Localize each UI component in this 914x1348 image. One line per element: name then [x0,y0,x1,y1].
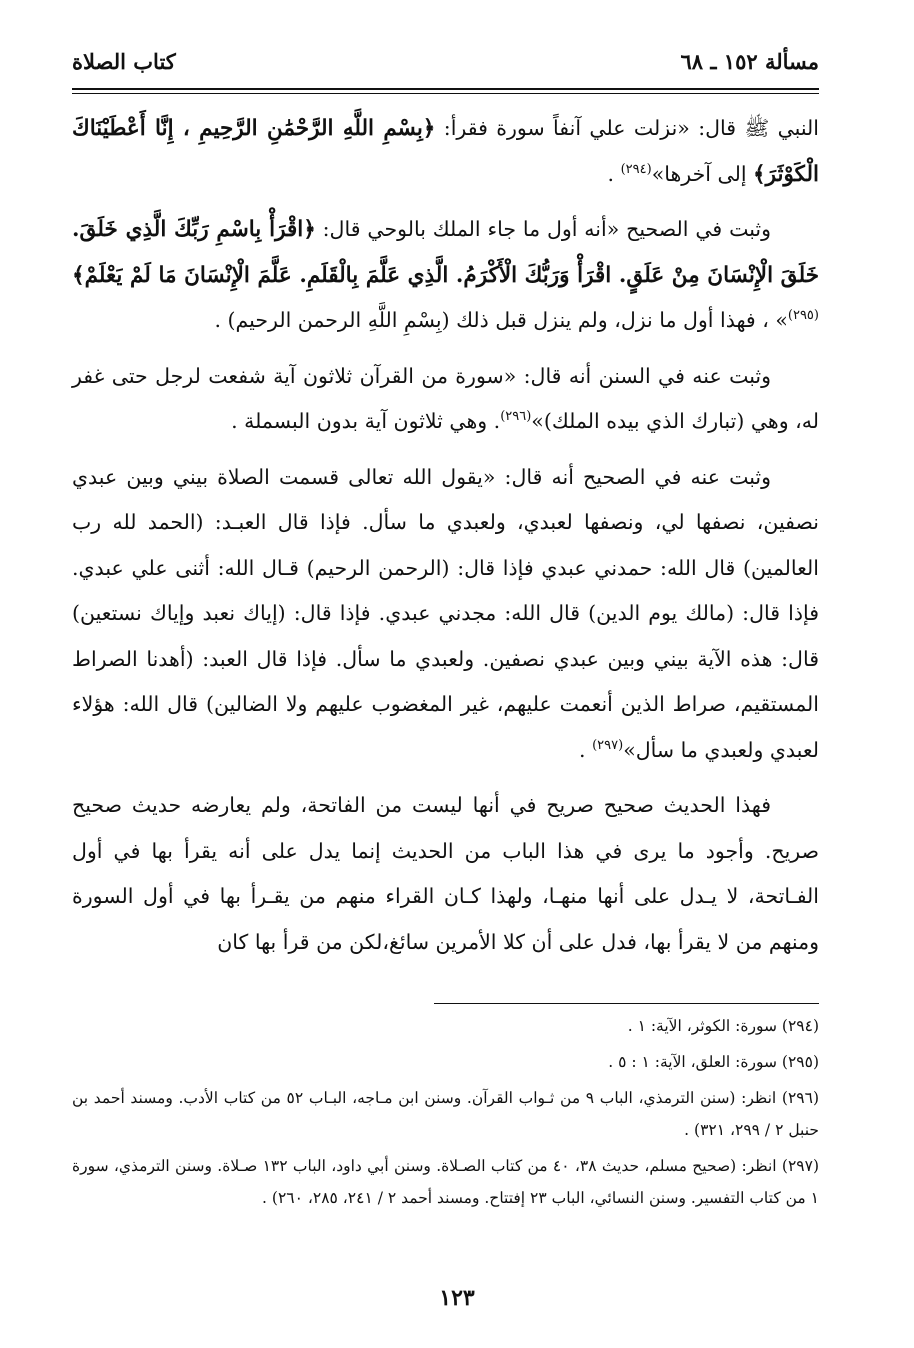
paragraph-text: . وهي ثلاثون آية بدون البسملة . [231,409,501,433]
header-chapter-title: كتاب الصلاة [72,49,176,74]
main-text-body [72,106,819,975]
footnote-ref[interactable]: (٢٩٦) [500,409,532,425]
page-number: ١٢٣ [439,1285,475,1311]
footnote-ref[interactable]: (٢٩٧) [592,737,624,753]
paragraph-text: » ، فهذا أول ما نزل، ولم ينزل قبل ذلك (بِسْمِ اللَّهِ الرحمن الرحيم) . [214,308,788,332]
paragraph-text: وثبت عنه في الصحيح أنه قال: «يقول الله تعالى قسمت الصلاة بيني وبين عبدي نصفين، نصفها لي، ونصفها لعبدي، ولعبدي ما سأل. فإذا قال العبـد: (الحمد لله رب العالمين) قال الله: حمدني عبدي فإذا قال: (الرحمن الرحيم) قـال الله: أثنى علي عبدي. فإذا قال: (مالك يوم الدين) قال الله: مجدني عبدي. فإذا قال: (إياك نعبد وإياك نستعين) قال: هذه الآية بيني وبين عبدي نصفين. ولعبدي ما سأل. فإذا قال العبد: (أهدنا الصراط المستقيم، صراط الذين أنعمت عليهم، غير المغضوب عليهم ولا الضالين) قال الله: هؤلاء لعبدي ولعبدي ما سأل» [72,464,819,762]
paragraph-text: النبي ﷺ قال: «نزلت علي آنفاً سورة فقرأ: [435,116,819,140]
paragraph-text: فهذا الحديث صحيح صريح في أنها ليست من الفاتحة، ولم يعارضه حديث صحيح صريح. وأجود ما يرى في هذا الباب من الحديث إنما يدل على أنه يقرأ بها في أول الفـاتحة، لا يـدل على أنها منهـا، ولهذا كـان القراء منهم من يقـرأ بها في أول السورة ومنهم من لا يقرأ بها، فدل على أن كلا الأمرين سائغ،لكن من قرأ بها كان [72,793,820,954]
quran-verse: ﴿اقْرَأْ بِاسْمِ رَبِّكَ الَّذِي خَلَقَ. خَلَقَ الْإِنْسَانَ مِنْ عَلَقٍ. اقْرَأْ وَرَبُّكَ الْأَكْرَمُ. الَّذِي عَلَّمَ بِالْقَلَمِ. عَلَّمَ الْإِنْسَانَ مَا لَمْ يَعْلَمْ﴾ [72,217,819,288]
paragraph-5 [72,783,819,965]
footnote-ref[interactable]: (٢٩٥) [787,308,819,324]
paragraph-4 [72,455,819,774]
footnote-divider [434,1003,819,1004]
header-issue-number: مسألة ١٥٢ ـ ٦٨ [680,49,819,74]
paragraph-text: . [579,737,593,762]
footnote-ref[interactable]: (٢٩٤) [620,161,652,177]
footnote-295: (٢٩٥) سورة: العلق، الآية: ١ : ٥ . [608,1053,819,1071]
footnote-296: (٢٩٦) انظر: (سنن الترمذي، الباب ٩ من ثـواب القرآن. وسنن ابن مـاجه، البـاب ٥٢ من كتاب الأدب. ومسند أحمد بن حنبل ٢ / ٢٩٩، ٣٢١) . [72,1089,819,1139]
paragraph-text: وثبت عنه في السنن أنه قال: «سورة من القرآن ثلاثون آية شفعت لرجل حتى غفر له، وهي (تبارك الذي بيده الملك)» [72,363,819,433]
paragraph-text: إلى آخرها» [651,161,754,186]
paragraph-3 [72,354,819,445]
paragraph-text: . [607,161,621,186]
footnote-297: (٢٩٧) انظر: (صحيح مسلم، حديث ٣٨، ٤٠ من كتاب الصـلاة. وسنن أبي داود، الباب ١٣٢ صـلاة. وسنن الترمذي، سورة ١ من كتاب التفسير. وسنن النسائي، الباب ٢٣ إفتتاح. ومسند أحمد ٢ / ٢٤١، ٢٨٥، ٢٦٠) . [72,1157,819,1207]
paragraph-text: وثبت في الصحيح «أنه أول ما جاء الملك بالوحي قال: [315,217,771,241]
footnotes-section [72,1010,819,1218]
footnote-294: (٢٩٤) سورة: الكوثر، الآية: ١ . [627,1017,819,1035]
quran-verse: ﴿بِسْمِ اللَّهِ الرَّحْمَٰنِ الرَّحِيمِ ، إِنَّا أَعْطَيْنَاكَ الْكَوْثَرَ﴾ [72,116,819,187]
running-header [72,40,819,74]
header-divider [72,88,819,94]
paragraph-2 [72,207,819,344]
paragraph-1 [72,106,819,197]
